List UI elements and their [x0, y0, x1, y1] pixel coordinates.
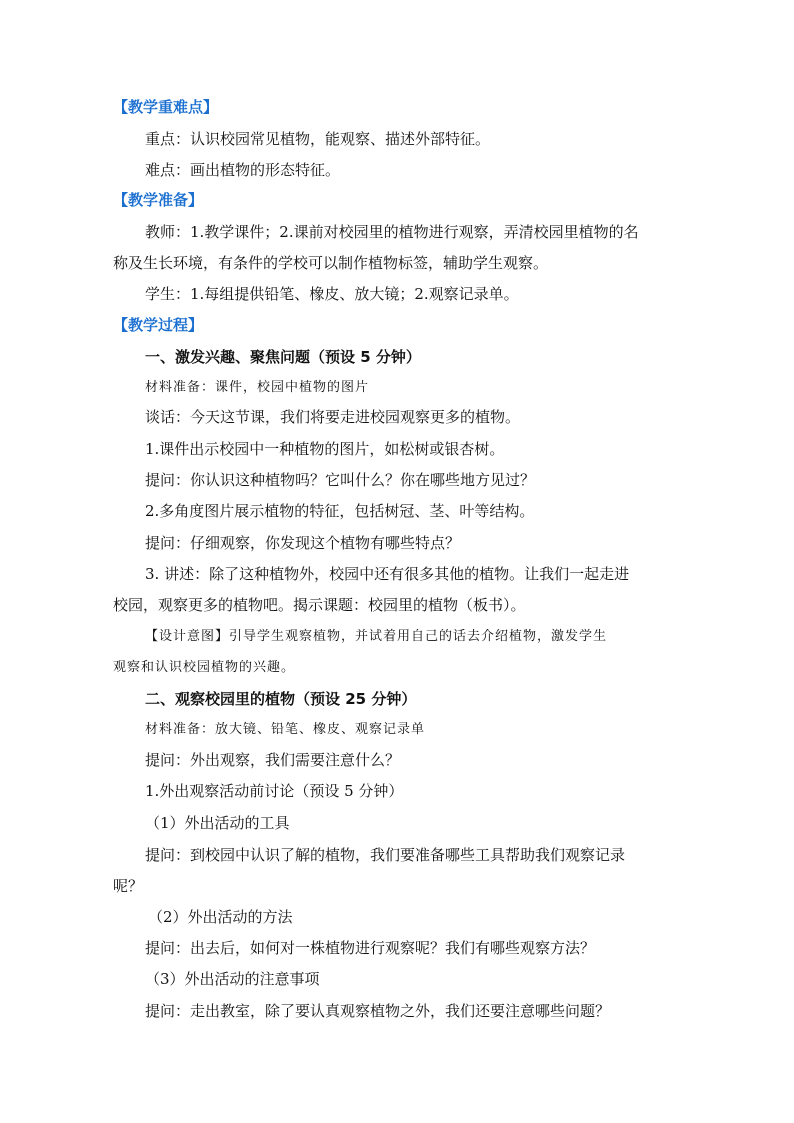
part2-tools-question-line1: 提问：到校园中认识了解的植物，我们要准备哪些工具帮助我们观察记录	[145, 846, 626, 864]
part1-talk: 谈话：今天这节课，我们将要走进校园观察更多的植物。	[145, 408, 521, 426]
part2-title: 二、观察校园里的植物（预设 25 分钟）	[145, 690, 417, 708]
student-prep-text: 学生：1.每组提供铅笔、橡皮、放大镜；2.观察记录单。	[145, 285, 519, 303]
part1-step1: 1.课件出示校园中一种植物的图片，如松树或银杏树。	[145, 440, 505, 458]
part2-notes: （3）外出活动的注意事项	[145, 970, 320, 988]
prep-heading: 【教学准备】	[113, 191, 204, 209]
difficult-point-text: 难点：画出植物的形态特征。	[145, 161, 341, 179]
part2-tools: （1）外出活动的工具	[145, 814, 290, 832]
key-points-heading: 【教学重难点】	[113, 98, 219, 116]
part1-title: 一、激发兴趣、聚焦问题（预设 5 分钟）	[145, 348, 421, 366]
part2-sub1: 1.外出观察活动前讨论（预设 5 分钟）	[145, 782, 404, 800]
key-point-text: 重点：认识校园常见植物，能观察、描述外部特征。	[145, 130, 491, 148]
part1-question1: 提问：你认识这种植物吗？它叫什么？你在哪些地方见过？	[145, 471, 536, 489]
part1-step2: 2.多角度图片展示植物的特征，包括树冠、茎、叶等结构。	[145, 502, 535, 520]
teacher-prep-line-1: 教师：1.教学课件；2.课前对校园里的植物进行观察，弄清校园里植物的名	[145, 223, 639, 241]
part2-notes-question: 提问：走出教室，除了要认真观察植物之外，我们还要注意哪些问题？	[145, 1002, 611, 1020]
part1-design-intent-line1: 【设计意图】引导学生观察植物，并试着用自己的话去介绍植物，激发学生	[145, 629, 608, 644]
teacher-prep-line-2: 称及生长环境，有条件的学校可以制作植物标签，辅助学生观察。	[113, 254, 549, 272]
part1-materials: 材料准备：课件，校园中植物的图片	[145, 380, 370, 395]
part2-question0: 提问：外出观察，我们需要注意什么？	[145, 751, 401, 769]
part2-tools-question-line2: 呢？	[113, 877, 144, 895]
part1-question2: 提问：仔细观察，你发现这个植物有哪些特点？	[145, 534, 461, 552]
process-heading: 【教学过程】	[113, 316, 204, 334]
part2-materials: 材料准备：放大镜、铅笔、橡皮、观察记录单	[145, 722, 426, 737]
part2-method-question: 提问：出去后，如何对一株植物进行观察呢？我们有哪些观察方法？	[145, 939, 596, 957]
part2-method: （2）外出活动的方法	[148, 908, 293, 926]
part1-step3-line1: 3. 讲述：除了这种植物外，校园中还有很多其他的植物。让我们一起走进	[145, 565, 630, 583]
part1-design-intent-line2: 观察和认识校园植物的兴趣。	[113, 660, 296, 675]
part1-step3-line2: 校园，观察更多的植物吧。揭示课题：校园里的植物（板书）。	[113, 596, 526, 614]
